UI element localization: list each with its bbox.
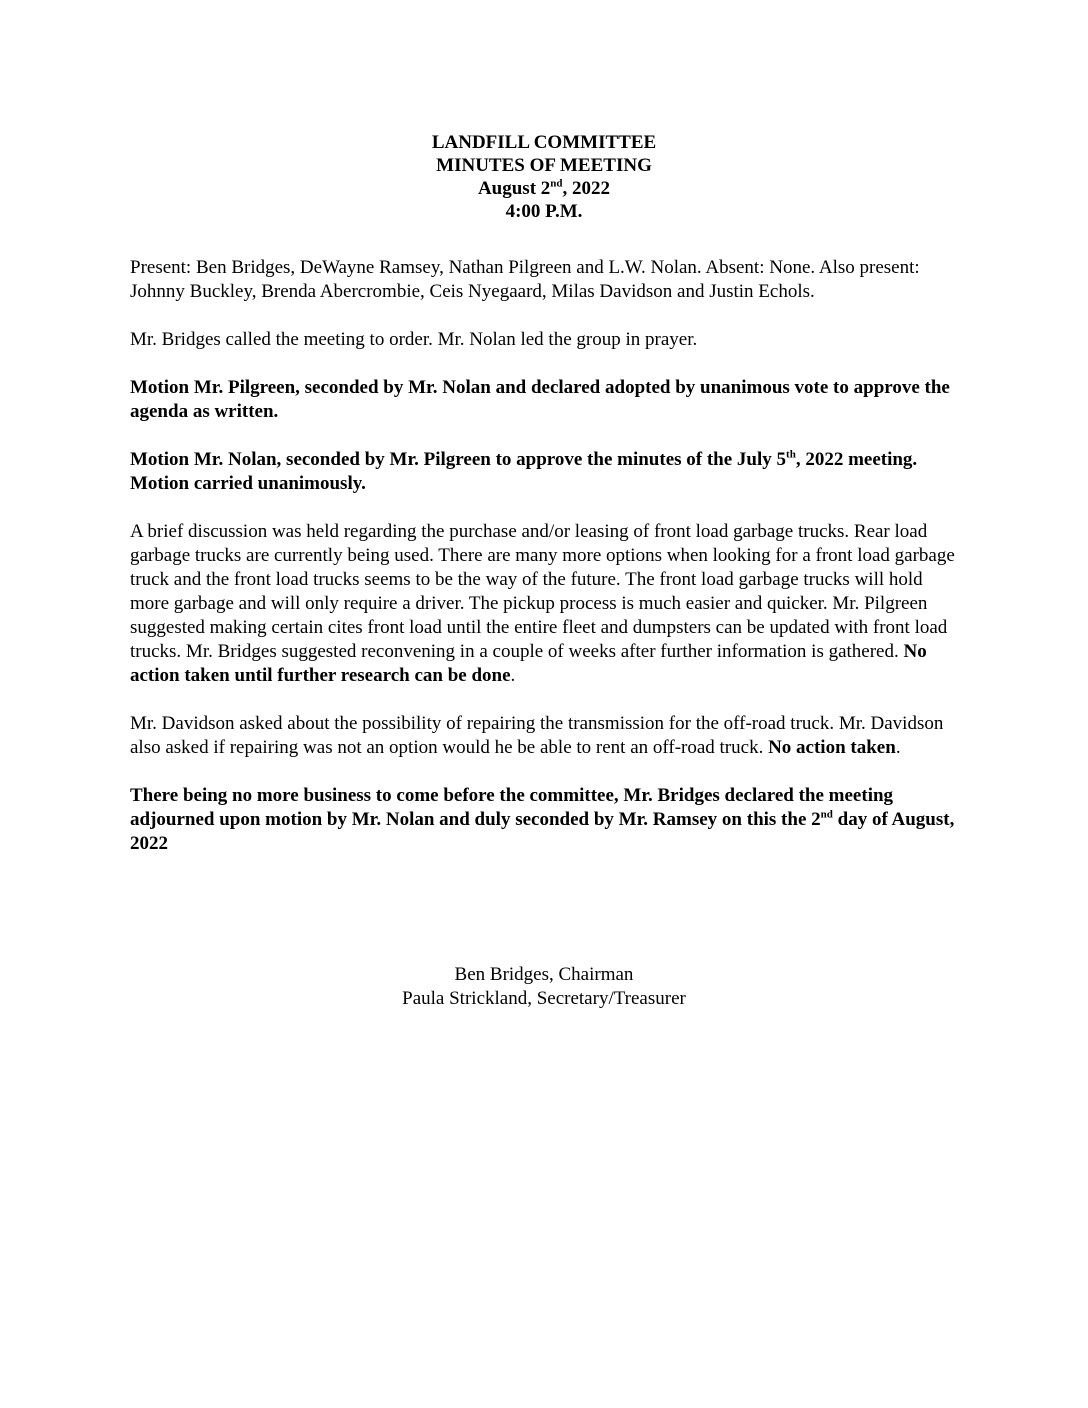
transmission-paragraph: Mr. Davidson asked about the possibility of repairing the transmission for the off-road truck. Mr. Davidson also asked if repairing was not an option would he be able to rent an off-road truck. No action taken.: [130, 713, 944, 758]
minutes-motion-paragraph: Motion Mr. Nolan, seconded by Mr. Pilgreen to approve the minutes of the July 5th, 2022 meeting. Motion carried unanimously.: [130, 448, 918, 494]
garbage-trucks-paragraph: A brief discussion was held regarding the purchase and/or leasing of front load garbage trucks. Rear load garbage trucks are currently being used. There are many more options when looking for a front load garbage truck and the front load trucks seems to be the way of the future. The front load garbage trucks will hold more garbage and will only require a driver. The pickup process is much easier and quicker. Mr. Pilgreen suggested making certain cites front load until the entire fleet and dumpsters can be updated with front load trucks. Mr. Bridges suggested reconvening in a couple of weeks after further information is gathered. No action taken until further research can be done.: [130, 521, 955, 686]
committee-title: LANDFILL COMMITTEE: [431, 132, 657, 153]
call-to-order-paragraph: Mr. Bridges called the meeting to order. Mr. Nolan led the group in prayer.: [130, 329, 698, 350]
adjournment-paragraph: There being no more business to come before the committee, Mr. Bridges declared the meeting adjourned upon motion by Mr. Nolan and duly seconded by Mr. Ramsey on this the 2nd day of August, 2022: [130, 785, 955, 854]
document-header: [0, 131, 1088, 223]
minutes-title: MINUTES OF MEETING: [436, 155, 652, 176]
attendance-paragraph: Present: Ben Bridges, DeWayne Ramsey, Nathan Pilgreen and L.W. Nolan. Absent: None. Also present: Johnny Buckley, Brenda Abercrombie, Ceis Nyegaard, Milas Davidson and Justin Echols.: [130, 257, 920, 302]
meeting-time: 4:00 P.M.: [505, 201, 583, 222]
document-body: [130, 256, 960, 880]
signature-block: [0, 963, 1088, 1011]
meeting-date: August 2nd, 2022: [477, 177, 611, 199]
agenda-motion-paragraph: Motion Mr. Pilgreen, seconded by Mr. Nolan and declared adopted by unanimous vote to approve the agenda as written.: [130, 377, 950, 422]
secretary-signature: Paula Strickland, Secretary/Treasurer: [402, 988, 686, 1009]
chairman-signature: Ben Bridges, Chairman: [454, 964, 634, 985]
